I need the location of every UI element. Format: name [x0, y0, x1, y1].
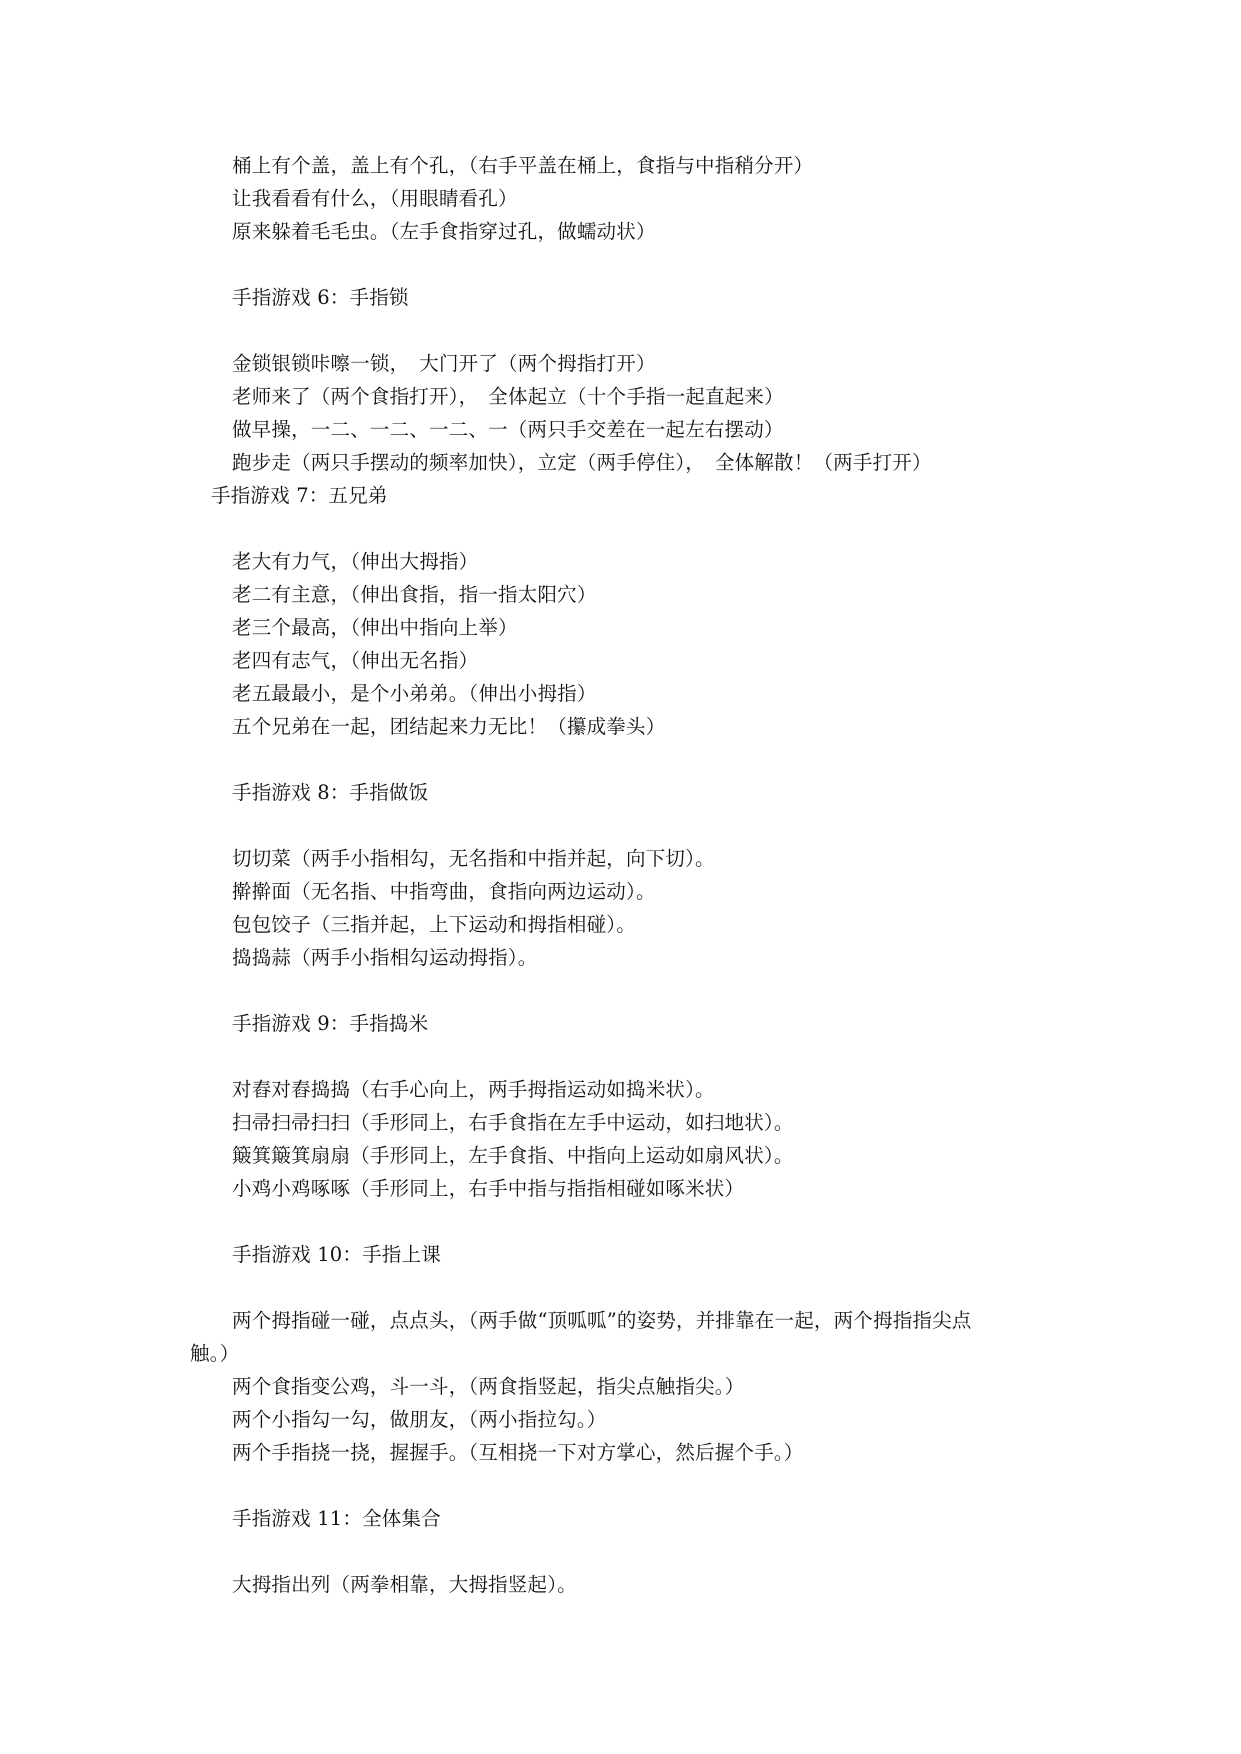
text-line: 对舂对舂捣捣（右手心向上，两手拇指运动如捣米状）。 — [232, 1078, 715, 1101]
text-line: 金锁银锁咔嚓一锁， 大门开了（两个拇指打开） — [232, 352, 656, 375]
text-line: 原来躲着毛毛虫。（左手食指穿过孔，做蠕动状） — [232, 220, 656, 243]
text-line: 捣捣蒜（两手小指相勾运动拇指）。 — [232, 946, 538, 969]
text-line: 簸箕簸箕扇扇（手形同上，左手食指、中指向上运动如扇风状）。 — [232, 1144, 794, 1167]
text-line: 触。） — [190, 1342, 240, 1365]
section-heading: 手指游戏 7：五兄弟 — [211, 484, 388, 507]
text-line: 老五最最小，是个小弟弟。（伸出小拇指） — [232, 682, 597, 705]
text-line: 两个食指变公鸡，斗一斗，（两食指竖起，指尖点触指尖。） — [232, 1375, 745, 1398]
text-line: 擀擀面（无名指、中指弯曲，食指向两边运动）。 — [232, 880, 656, 903]
text-line: 老三个最高，（伸出中指向上举） — [232, 616, 518, 639]
section-heading: 手指游戏 11：全体集合 — [232, 1507, 441, 1530]
text-line: 两个手指挠一挠，握握手。（互相挠一下对方掌心，然后握个手。） — [232, 1441, 804, 1464]
text-line: 五个兄弟在一起，团结起来力无比！（攥成拳头） — [232, 715, 666, 738]
section-heading: 手指游戏 6：手指锁 — [232, 286, 409, 309]
text-line: 做早操，一二、一二、一二、一（两只手交差在一起左右摆动） — [232, 418, 784, 441]
section-heading: 手指游戏 9：手指捣米 — [232, 1012, 429, 1035]
text-line: 大拇指出列（两拳相靠，大拇指竖起）。 — [232, 1573, 577, 1596]
text-line: 老大有力气，（伸出大拇指） — [232, 550, 479, 573]
text-line: 老师来了（两个食指打开）， 全体起立（十个手指一起直起来） — [232, 385, 784, 408]
text-line: 包包饺子（三指并起，上下运动和拇指相碰）。 — [232, 913, 636, 936]
text-line: 扫帚扫帚扫扫（手形同上，右手食指在左手中运动，如扫地状）。 — [232, 1111, 794, 1134]
section-heading: 手指游戏 10：手指上课 — [232, 1243, 441, 1266]
section-heading: 手指游戏 8：手指做饭 — [232, 781, 429, 804]
text-line: 老二有主意，（伸出食指，指一指太阳穴） — [232, 583, 597, 606]
text-line: 老四有志气，（伸出无名指） — [232, 649, 479, 672]
text-line: 小鸡小鸡啄啄（手形同上，右手中指与指指相碰如啄米状） — [232, 1177, 745, 1200]
text-line: 两个小指勾一勾，做朋友，（两小指拉勾。） — [232, 1408, 607, 1431]
text-line: 切切菜（两手小指相勾，无名指和中指并起，向下切）。 — [232, 847, 715, 870]
text-line: 两个拇指碰一碰，点点头，（两手做“顶呱呱”的姿势，并排靠在一起，两个拇指指尖点 — [232, 1309, 972, 1332]
text-line: 桶上有个盖，盖上有个孔，（右手平盖在桶上，食指与中指稍分开） — [232, 154, 814, 177]
text-line: 跑步走（两只手摆动的频率加快），立定（两手停住）， 全体解散！（两手打开） — [232, 451, 932, 474]
text-line: 让我看看有什么，（用眼睛看孔） — [232, 187, 518, 210]
